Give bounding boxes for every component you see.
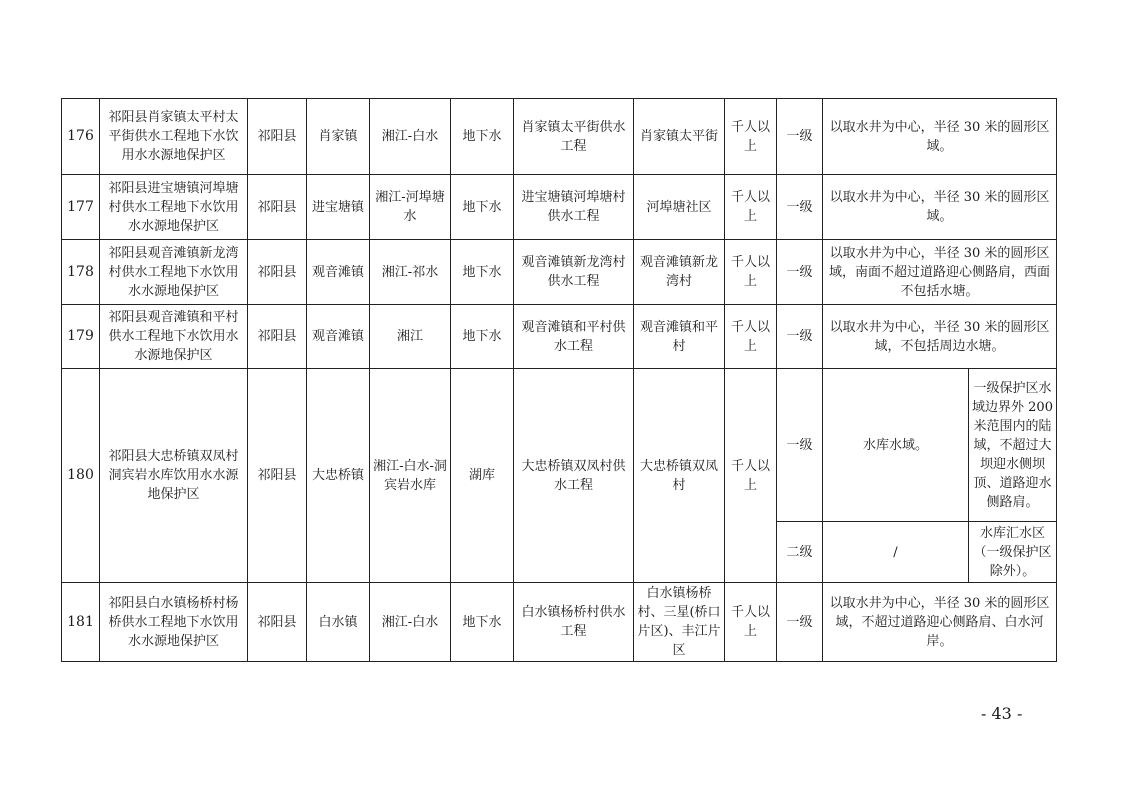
cell-scale: 千人以上 [725,369,777,583]
cell-land-range: 一级保护区水域边界外 200 米范围内的陆域，不超过大坝迎水侧坝顶、道路迎水侧路肩。 [969,369,1057,522]
cell-name: 祁阳县观音滩镇和平村供水工程地下水饮用水水源地保护区 [100,305,248,369]
cell-type: 地下水 [451,305,514,369]
cell-level: 一级 [777,369,823,522]
table-row [62,175,1057,240]
cell-basin: 湘江-白水 [370,99,451,175]
cell-project: 白水镇杨桥村供水工程 [514,583,634,662]
cell-scale: 千人以上 [725,175,777,240]
cell-land-range: 水库汇水区（一级保护区除外）。 [969,522,1057,583]
table-row [62,369,1057,522]
cell-county: 祁阳县 [248,369,307,583]
cell-type: 地下水 [451,240,514,305]
cell-project: 进宝塘镇河埠塘村供水工程 [514,175,634,240]
cell-scale: 千人以上 [725,240,777,305]
cell-county: 祁阳县 [248,240,307,305]
cell-type: 湖库 [451,369,514,583]
cell-no: 179 [62,305,100,369]
cell-area: 白水镇杨桥村、三星(桥口片区)、丰江片区 [634,583,725,662]
cell-county: 祁阳县 [248,99,307,175]
protection-zone-table [61,98,1057,662]
cell-town: 肖家镇 [307,99,370,175]
cell-area: 大忠桥镇双凤村 [634,369,725,583]
cell-scale: 千人以上 [725,583,777,662]
cell-project: 大忠桥镇双凤村供水工程 [514,369,634,583]
cell-type: 地下水 [451,99,514,175]
cell-range: 以取水井为中心，半径 30 米的圆形区域，不超过道路迎心侧路肩、白水河岸。 [823,583,1057,662]
cell-town: 进宝塘镇 [307,175,370,240]
cell-range: 以取水井为中心，半径 30 米的圆形区域。 [823,99,1057,175]
cell-area: 观音滩镇和平村 [634,305,725,369]
page-number: - 43 - [981,704,1023,723]
table-row [62,240,1057,305]
cell-scale: 千人以上 [725,305,777,369]
cell-basin: 湘江-河埠塘水 [370,175,451,240]
cell-project: 观音滩镇和平村供水工程 [514,305,634,369]
cell-name: 祁阳县肖家镇太平村太平街供水工程地下水饮用水水源地保护区 [100,99,248,175]
cell-basin: 湘江-白水 [370,583,451,662]
cell-town: 观音滩镇 [307,240,370,305]
cell-no: 176 [62,99,100,175]
cell-county: 祁阳县 [248,175,307,240]
cell-level: 一级 [777,305,823,369]
cell-level: 二级 [777,522,823,583]
cell-level: 一级 [777,175,823,240]
cell-range: 以取水井为中心，半径 30 米的圆形区域，不包括周边水塘。 [823,305,1057,369]
cell-county: 祁阳县 [248,305,307,369]
cell-name: 祁阳县大忠桥镇双凤村洞宾岩水库饮用水水源地保护区 [100,369,248,583]
cell-basin: 湘江 [370,305,451,369]
cell-project: 观音滩镇新龙湾村供水工程 [514,240,634,305]
cell-range: 以取水井为中心，半径 30 米的圆形区域，南面不超过道路迎心侧路肩，西面不包括水塘。 [823,240,1057,305]
cell-no: 181 [62,583,100,662]
cell-level: 一级 [777,240,823,305]
cell-basin: 湘江-祁水 [370,240,451,305]
cell-water-range: / [823,522,969,583]
table-row [62,99,1057,175]
cell-town: 白水镇 [307,583,370,662]
cell-name: 祁阳县白水镇杨桥村杨桥供水工程地下水饮用水水源地保护区 [100,583,248,662]
cell-no: 178 [62,240,100,305]
cell-town: 大忠桥镇 [307,369,370,583]
cell-name: 祁阳县进宝塘镇河埠塘村供水工程地下水饮用水水源地保护区 [100,175,248,240]
cell-water-range: 水库水域。 [823,369,969,522]
cell-name: 祁阳县观音滩镇新龙湾村供水工程地下水饮用水水源地保护区 [100,240,248,305]
table-row [62,583,1057,662]
cell-no: 177 [62,175,100,240]
table-row [62,305,1057,369]
cell-scale: 千人以上 [725,99,777,175]
cell-level: 一级 [777,99,823,175]
cell-project: 肖家镇太平街供水工程 [514,99,634,175]
cell-basin: 湘江-白水-洞宾岩水库 [370,369,451,583]
cell-level: 一级 [777,583,823,662]
cell-area: 观音滩镇新龙湾村 [634,240,725,305]
cell-type: 地下水 [451,583,514,662]
cell-area: 肖家镇太平街 [634,99,725,175]
cell-no: 180 [62,369,100,583]
cell-county: 祁阳县 [248,583,307,662]
cell-range: 以取水井为中心，半径 30 米的圆形区域。 [823,175,1057,240]
cell-type: 地下水 [451,175,514,240]
cell-area: 河埠塘社区 [634,175,725,240]
cell-town: 观音滩镇 [307,305,370,369]
